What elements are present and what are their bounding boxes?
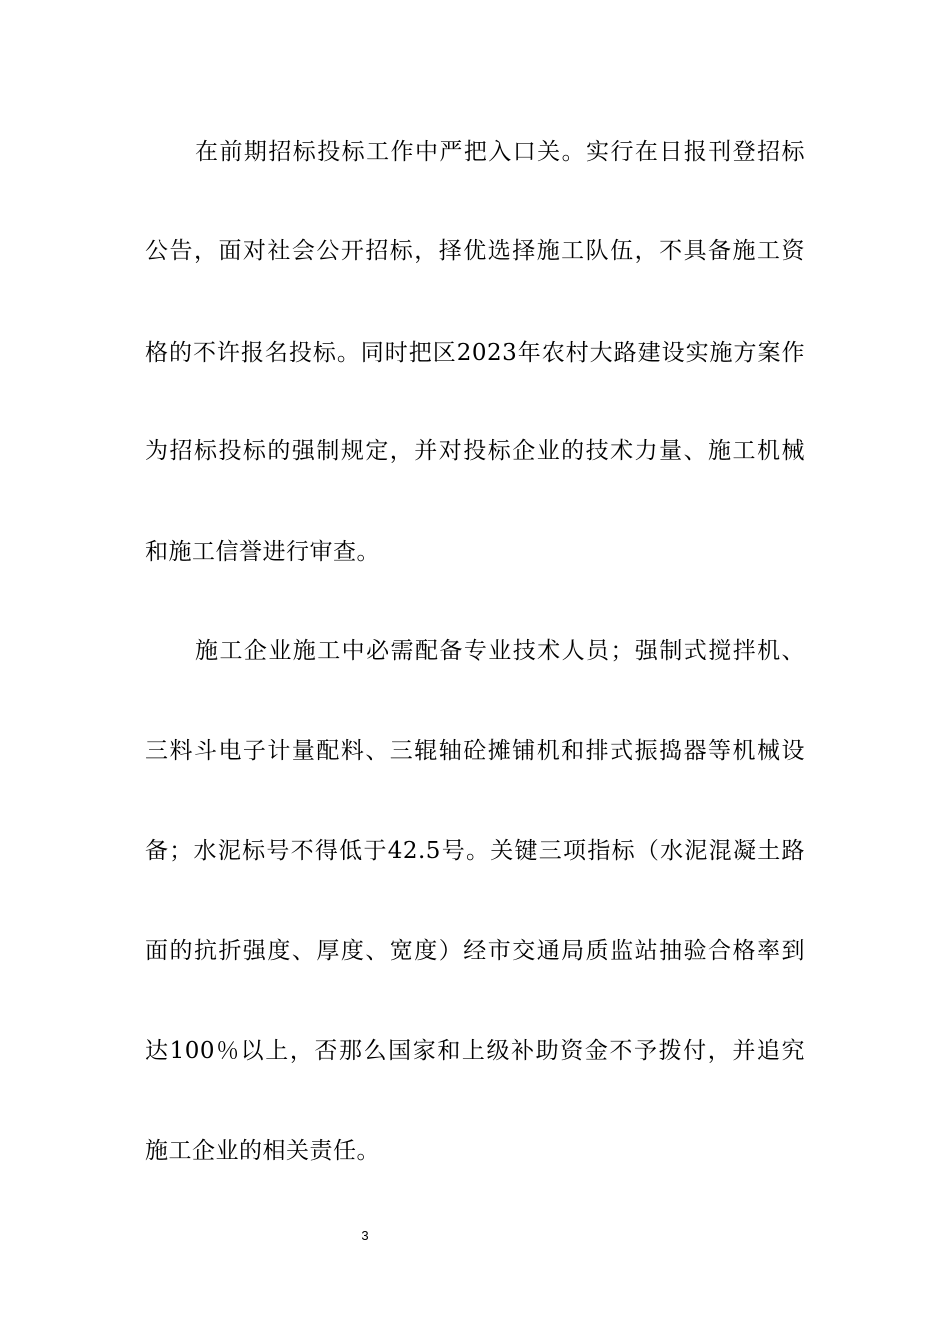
paragraph-line: 施工企业的相关责任。 [145,1138,380,1164]
paragraph-line: 三料斗电子计量配料、三辊轴砼摊铺机和排式振捣器等机械设 [145,738,805,764]
paragraph-line: 格的不许报名投标。同时把区2023年农村大路建设实施方案作 [145,340,805,366]
paragraph-line: 在前期招标投标工作中严把入口关。实行在日报刊登招标 [195,139,805,165]
paragraph-line: 备；水泥标号不得低于42.5号。关键三项指标（水泥混凝土路 [145,838,805,864]
paragraph-line: 施工企业施工中必需配备专业技术人员；强制式搅拌机、 [195,638,805,664]
paragraph-line: 和施工信誉进行审查。 [145,539,380,565]
paragraph-line: 达100％以上，否那么国家和上级补助资金不予拨付，并追究 [145,1038,805,1064]
paragraph-line: 面的抗折强度、厚度、宽度）经市交通局质监站抽验合格率到 [145,938,805,964]
paragraph-line: 为招标投标的强制规定，并对投标企业的技术力量、施工机械 [145,438,805,464]
paragraph-line: 公告，面对社会公开招标，择优选择施工队伍，不具备施工资 [145,238,805,264]
page-number: 3 [361,1228,369,1243]
